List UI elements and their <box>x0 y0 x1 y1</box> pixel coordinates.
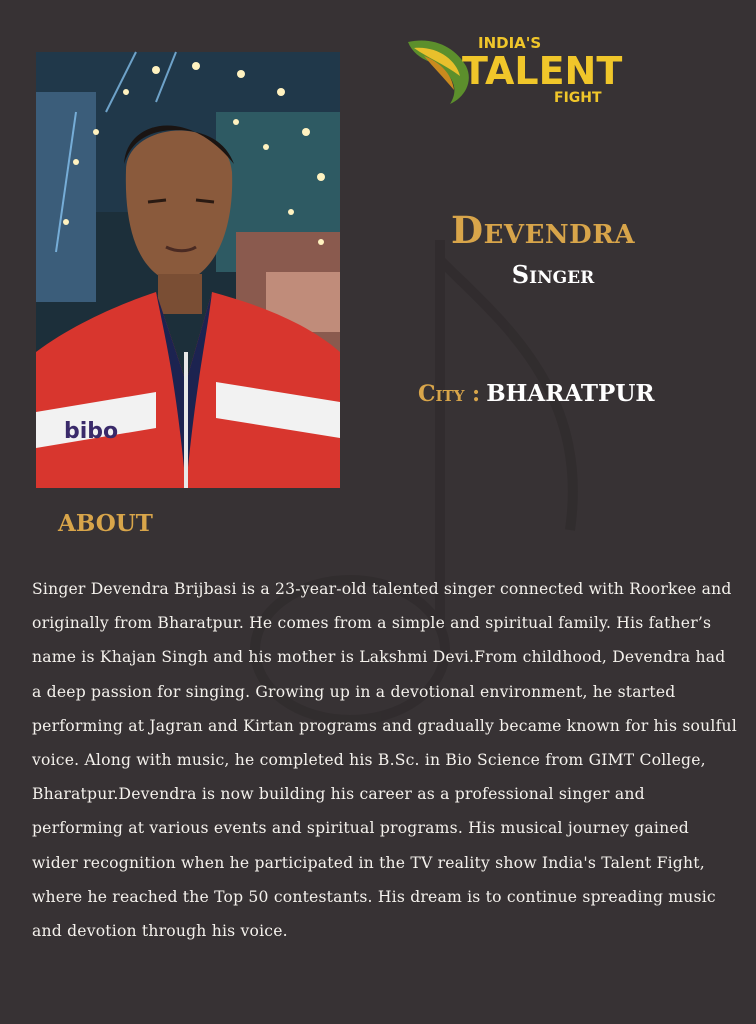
about-heading: ABOUT <box>58 510 153 537</box>
logo-line3: FIGHT <box>554 90 602 106</box>
city-value: BHARATPUR <box>486 380 655 407</box>
city-row <box>418 380 655 407</box>
profile-name: Devendra <box>451 208 635 252</box>
profile-photo <box>36 52 340 488</box>
city-label: City : <box>418 381 481 407</box>
jacket-logo-text: bibo <box>64 419 119 444</box>
about-paragraph: Singer Devendra Brijbasi is a 23-year-old talented singer connected with Roorkee and originally from Bharatpur. He comes from a simple and spiritual family. His father’s name is Khajan Singh and his mother is Lakshmi Devi.From childhood, Devendra had a deep passion for singing. Growing up in a devotional environment, he started performing at Jagran and Kirtan programs and gradually became known for his soulful voice. Along with music, he completed his B.Sc. in Bio Science from GIMT College, Bharatpur.Devendra is now building his career as a professional singer and performing at various events and spiritual programs. His musical journey gained wider recognition when he participated in the TV reality show India's Talent Fight, where he reached the Top 50 contestants. His dream is to continue spreading music and devotion through his voice. <box>32 580 737 941</box>
logo-line1: INDIA'S <box>478 34 542 52</box>
indias-talent-fight-logo <box>404 26 623 108</box>
profile-role: Singer <box>511 260 595 289</box>
logo-line2: TALENT <box>462 49 623 93</box>
